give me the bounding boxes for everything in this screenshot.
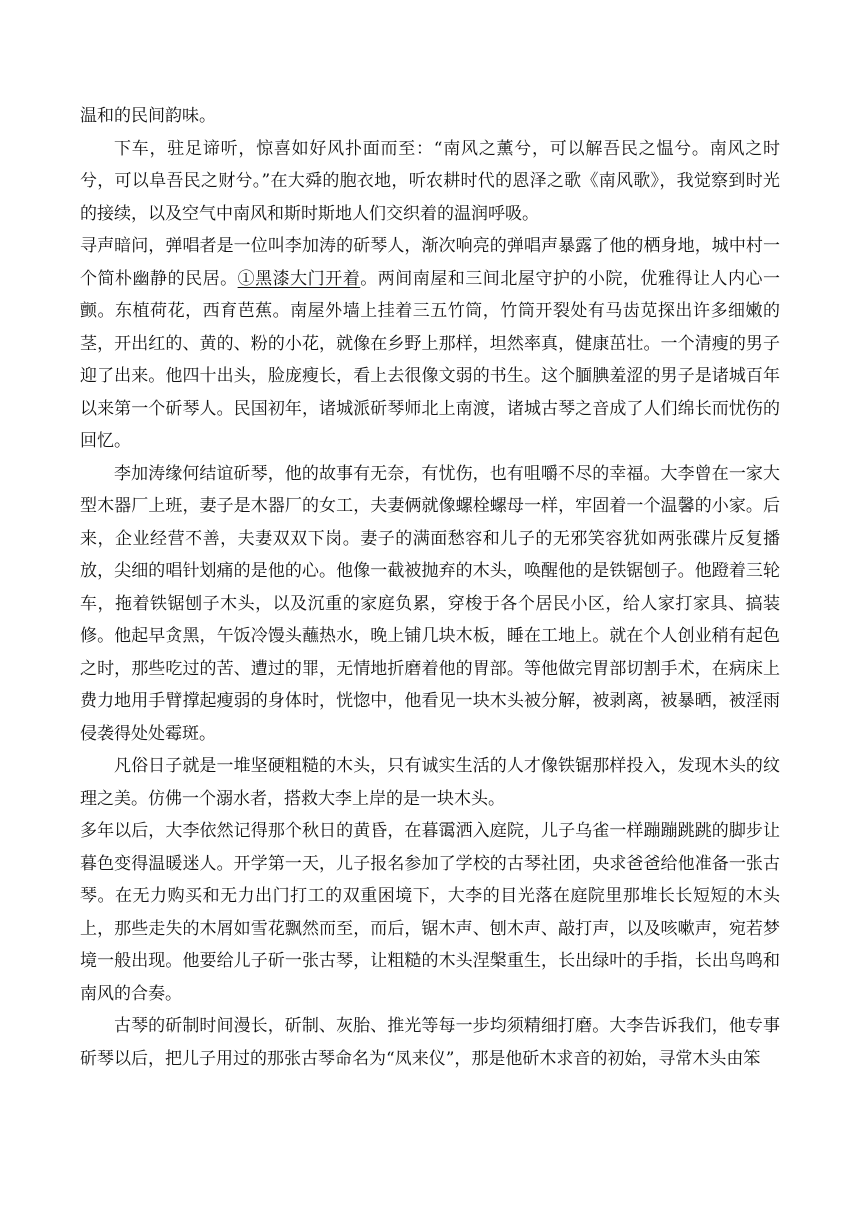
- paragraph-text: 多年以后，大李依然记得那个秋日的黄昏，在暮霭洒入庭院，儿子乌雀一样蹦蹦跳跳的脚步让暮色变得温暖迷人。开学第一天，儿子报名参加了学校的古琴社团，央求爸爸给他准备一张古琴。在无力购买和无力出门打工的双重困境下，大李的目光落在庭院里那堆长长短短的木头上，那些走失的木屑如雪花飘然而至，而后，锯木声、刨木声、敲打声，以及咳嗽声，宛若梦境一般出现。他要给儿子斫一张古琴，让粗糙的木头涅槃重生，长出绿叶的手指，长出鸟鸣和南风的合奏。: [80, 821, 780, 1004]
- paragraph-text: 凡俗日子就是一堆坚硬粗糙的木头，只有诚实生活的人才像铁锯那样投入，发现木头的纹理之美。仿佛一个溺水者，搭救大李上岸的是一块木头。: [80, 756, 780, 809]
- paragraph-text: 下车，驻足谛听，惊喜如好风扑面而至：“南风之薰兮，可以解吾民之愠兮。南风之时兮，可以阜吾民之财兮。”在大舜的胞衣地，听农耕时代的恩泽之歌《南风歌》，我觉察到时光的接续，以及空气中南风和斯时斯地人们交织着的温润呼吸。: [80, 138, 780, 224]
- paragraph-3: [80, 458, 780, 751]
- paragraph-text: 古琴的斫制时间漫长，斫制、灰胎、推光等每一步均须精细打磨。大李告诉我们，他专事斫琴以后，把儿子用过的那张古琴命名为“凤来仪”，那是他斫木求音的初始，寻常木头由笨: [80, 1016, 780, 1069]
- paragraph-4: [80, 750, 780, 815]
- paragraph-0: [80, 100, 780, 133]
- paragraph-2: [80, 230, 780, 458]
- paragraph-text: 。两间南屋和三间北屋守护的小院，优雅得让人内心一颤。东植荷花，西育芭蕉。南屋外墙上挂着三五竹筒，竹筒开裂处有马齿苋探出许多细嫩的茎，开出红的、黄的、粉的小花，就像在乡野上那样，坦然率真，健康茁壮。一个清瘦的男子迎了出来。他四十出头，脸庞瘦长，看上去很像文弱的书生。这个腼腆羞涩的男子是诸城百年以来第一个斫琴人。民国初年，诸城派斫琴师北上南渡，诸城古琴之音成了人们绵长而忧伤的回忆。: [80, 268, 781, 451]
- underlined-phrase: ①黑漆大门开着: [237, 268, 361, 289]
- paragraph-5: [80, 815, 780, 1010]
- paragraph-1: [80, 133, 780, 231]
- document-page: [80, 100, 780, 1075]
- paragraph-text: 温和的民间韵味。: [80, 106, 216, 126]
- paragraph-6: [80, 1010, 780, 1075]
- paragraph-text: 寻声暗问，弹唱者是一位叫李加涛的斫琴人，渐次响亮的弹唱声暴露了他的栖身地，城中村一个简朴幽静的民居。: [80, 236, 780, 289]
- paragraph-text: 李加涛缘何结谊斫琴，他的故事有无奈，有忧伤，也有咀嚼不尽的幸福。大李曾在一家大型木器厂上班，妻子是木器厂的女工，夫妻俩就像螺栓螺母一样，牢固着一个温馨的小家。后来，企业经营不善，夫妻双双下岗。妻子的满面愁容和儿子的无邪笑容犹如两张碟片反复播放，尖细的唱针划痛的是他的心。他像一截被抛弃的木头，唤醒他的是铁锯刨子。他蹬着三轮车，拖着铁锯刨子木头，以及沉重的家庭负累，穿梭于各个居民小区，给人家打家具、搞装修。他起早贪黑，午饭冷馒头蘸热水，晚上铺几块木板，睡在工地上。就在个人创业稍有起色之时，那些吃过的苦、遭过的罪，无情地折磨着他的胃部。等他做完胃部切割手术，在病床上费力地用手臂撑起瘦弱的身体时，恍惚中，他看见一块木头被分解，被剥离，被暴晒，被淫雨侵袭得处处霉斑。: [80, 463, 780, 744]
